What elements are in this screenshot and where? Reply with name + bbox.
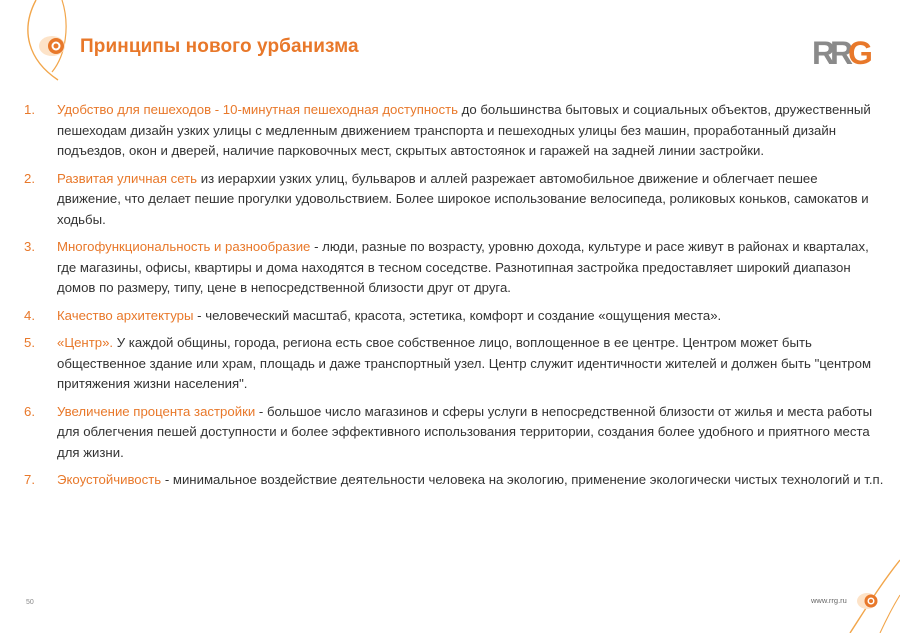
item-number: 7. [24, 472, 35, 488]
rrg-logo [812, 27, 884, 75]
item-body: - человеческий масштаб, красота, эстетика, комфорт и создание «ощущения места». [193, 307, 722, 323]
item-number: 4. [24, 307, 35, 323]
item-text [57, 169, 884, 231]
principles-list [24, 100, 884, 498]
item-text [57, 402, 884, 464]
list-item [24, 402, 884, 464]
item-highlight: Многофункциональность и разнообразие [57, 239, 311, 255]
item-number: 3. [24, 239, 35, 255]
list-item [24, 306, 884, 327]
item-body: У каждой общины, города, региона есть свое собственное лицо, воплощенное в ее центре. Центром может быть общественное здание или храм, площадь и даже транспортный узел. Центр служит идентичности жителей и должен быть "центром притяжения жизни населения". [57, 335, 872, 392]
page-title: Принципы нового урбанизма [80, 36, 359, 57]
title-bullet-icon [38, 33, 68, 59]
list-item [24, 237, 884, 299]
item-highlight: Удобство для пешеходов - 10-минутная пешеходная доступность [57, 102, 459, 117]
item-highlight: «Центр». [57, 335, 114, 351]
item-text [57, 237, 884, 299]
item-body: - минимальное воздействие деятельности человека на экологию, применение экологически чистых технологий и т.п. [161, 472, 884, 488]
item-body: - люди, разные по возрасту, уровню дохода, культуре и расе живут в районах и кварталах, где магазины, офисы, квартиры и дома находятся в тесном соседстве. Разнотипная застройка предоставляет широкий диапазон домов по размеру, типу, цене в непосредственной близости друг от друга. [57, 239, 869, 296]
item-text [57, 470, 884, 491]
logo-letter-r2: R [830, 35, 854, 71]
item-body: из иерархии узких улиц, бульваров и аллей разрежает автомобильное движение и облегчает пешее движение, что делает пешие прогулки удовольствием. Более широкое использование велосипеда, роликовых коньков, самокатов и ходьбы. [57, 170, 869, 227]
logo-letter-g: G [848, 35, 873, 71]
item-highlight: Качество архитектуры [57, 307, 194, 323]
list-item [24, 470, 884, 491]
item-highlight: Развитая уличная сеть [57, 170, 198, 186]
item-body: - большое число магазинов и сферы услуги в непосредственной близости от жилья и места работы для облегчения пешей доступности и более эффективного использования территории, создания более удобного и приятного места для жизни. [57, 403, 873, 460]
logo-letter-r1: R [812, 35, 836, 71]
item-number: 6. [24, 403, 35, 419]
item-number: 1. [24, 102, 35, 117]
footer-bullet-icon [856, 591, 882, 611]
list-item [24, 169, 884, 231]
item-text [57, 100, 884, 162]
item-highlight: Экоустойчивость [57, 472, 162, 488]
item-text [57, 333, 884, 395]
item-number: 5. [24, 335, 35, 351]
item-number: 2. [24, 170, 35, 186]
page-number: 50 [26, 599, 34, 606]
list-item [24, 333, 884, 395]
item-text [57, 306, 884, 327]
footer-url: www.rrg.ru [811, 596, 847, 605]
list-item [24, 100, 884, 162]
item-body: до большинства бытовых и социальных объектов, дружественный пешеходам дизайн узких улицы с медленным движением транспорта и пешеходных улицы без машин, проработанный дизайн подъездов, окон и дверей, наличие парковочных мест, скрытых автостоянок и гаражей на задней линии застройки. [57, 102, 871, 159]
item-highlight: Увеличение процента застройки [57, 403, 256, 419]
